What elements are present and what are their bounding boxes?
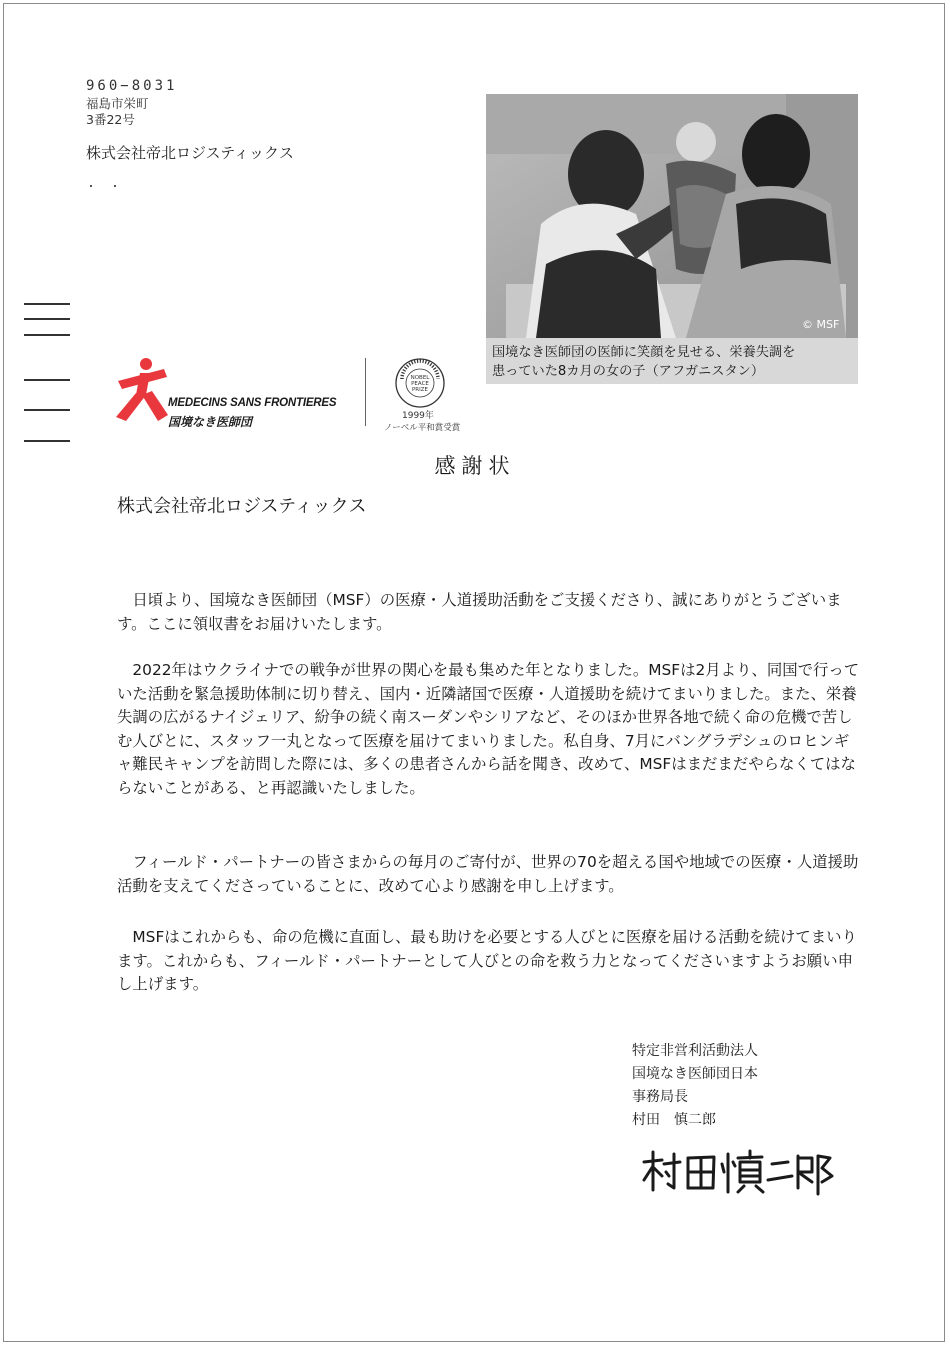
sender-org-type: 特定非営利活動法人 <box>632 1043 758 1059</box>
address-line-1: 福島市栄町 <box>86 96 149 111</box>
nobel-seal-icon <box>394 357 446 409</box>
fold-rule <box>24 379 70 381</box>
letter-title: 感謝状 <box>434 454 516 478</box>
handwritten-signature <box>640 1148 840 1198</box>
paragraph-text: 2022年はウクライナでの戦争が世界の関心を最も集めた年となりました。MSFは2月より、同国で行っていた活動を緊急援助体制に切り替え、国内・近隣諸国で医療・人道援助を続けてまいりました。また、栄養失調の広がるナイジェリア、紛争の続く南スーダンやシリアなど、そのほか世界各地で続く命の危機で苦しむ人びとに、スタッフ一丸となって医療を届けてまいりました。私自身、7月にバングラデシュのロヒンギャ難民キャンプを訪問した際には、多くの患者さんから話を聞き、改めて、MSFはまだまだやらなくてはならないことがある、と再認識いたしました。 <box>117 661 860 797</box>
paragraph-text: フィールド・パートナーの皆さまからの毎月のご寄付が、世界の70を超える国や地域での医療・人道援助活動を支えてくださっていることに、改めて心より感謝を申し上げます。 <box>117 853 859 895</box>
fold-rule <box>24 440 70 442</box>
photo-caption <box>486 338 858 384</box>
sender-position: 事務局長 <box>632 1089 688 1105</box>
paragraph-text: 日頃より、国境なき医師団（MSF）の医療・人道援助活動をご支援くださり、誠にありがとうございます。ここに領収書をお届けいたします。 <box>117 591 842 633</box>
paragraph-text: MSFはこれからも、命の危機に直面し、最も助けを必要とする人びとに医療を届ける活動を続けてまいります。これからも、フィールド・パートナーとして人びとの命を救う力となってくださいますようお願い申し上げます。 <box>117 928 857 993</box>
logo-name-jp: 国境なき医師団 <box>168 415 253 429</box>
photo-credit: © MSF <box>802 318 840 331</box>
letter-recipient: 株式会社帝北ロジスティックス <box>117 496 367 517</box>
sender-block <box>632 1040 758 1132</box>
letter-paragraph-4 <box>117 926 862 997</box>
svg-text:PEACE: PEACE <box>411 381 429 387</box>
photo-caption-line-1: 国境なき医師団の医師に笑顔を見せる、栄養失調を <box>492 345 796 360</box>
sender-org-name: 国境なき医師団日本 <box>632 1066 758 1082</box>
logo-name-en: MEDECINS SANS FRONTIERES <box>168 397 337 409</box>
fold-rule <box>24 303 70 305</box>
logo-divider <box>365 358 366 426</box>
fold-rule <box>24 318 70 320</box>
letter-paragraph-3 <box>117 851 862 898</box>
photo-doctor-child <box>486 94 858 338</box>
letter-paragraph-2 <box>117 659 862 800</box>
postal-code: 960−8031 <box>86 78 178 94</box>
photo-image <box>486 94 858 338</box>
msf-running-man-logo <box>112 355 172 425</box>
fold-rule <box>24 334 70 336</box>
mark-dot <box>90 185 92 187</box>
address-recipient: 株式会社帝北ロジスティックス <box>86 144 294 162</box>
address-line-2: 3番22号 <box>86 112 135 127</box>
seal-caption: ノーベル平和賞受賞 <box>384 423 461 433</box>
photo-caption-line-2: 患っていた8カ月の女の子（アフガニスタン） <box>492 364 765 379</box>
seal-year: 1999年 <box>402 411 434 421</box>
svg-text:NOBEL: NOBEL <box>410 375 430 381</box>
fold-rule <box>24 409 70 411</box>
svg-text:PRIZE: PRIZE <box>411 387 429 393</box>
sender-name: 村田 慎二郎 <box>632 1112 716 1128</box>
letter-paragraph-1 <box>117 589 862 636</box>
mark-dot <box>114 185 116 187</box>
